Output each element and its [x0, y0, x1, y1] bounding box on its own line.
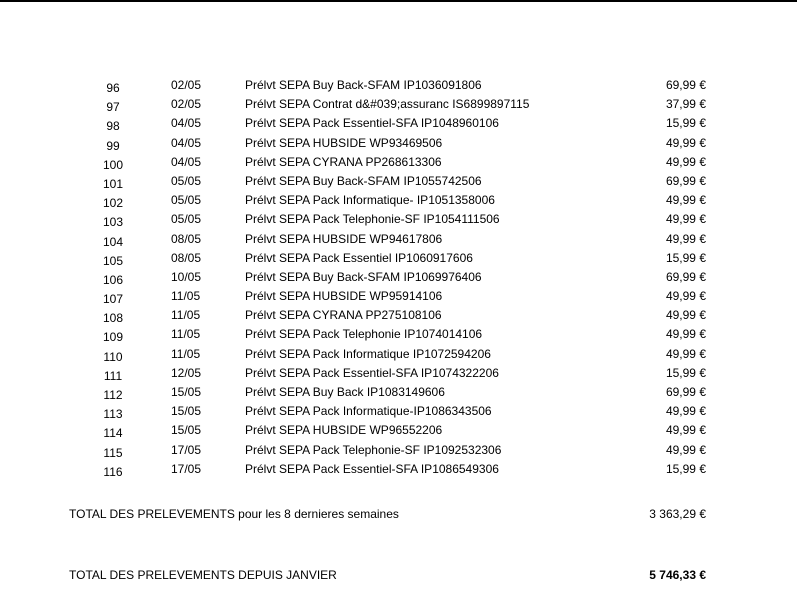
row-number: 107 [102, 292, 124, 307]
table-row [0, 383, 797, 402]
table-row [0, 441, 797, 460]
row-amount: 49,99 € [665, 442, 706, 457]
row-number: 97 [106, 100, 120, 115]
row-date: 02/05 [171, 97, 202, 112]
row-date: 02/05 [171, 78, 202, 92]
row-description: Prélvt SEPA HUBSIDE WP93469506 [245, 135, 443, 150]
row-amount: 49,99 € [665, 327, 706, 342]
row-description: Prélvt SEPA Pack Telephonie-SF IP1054111506 [245, 212, 500, 227]
top-border [0, 0, 797, 2]
table-row [0, 114, 797, 133]
row-amount: 15,99 € [665, 116, 706, 131]
row-description: Prélvt SEPA Contrat d&#039;assuranc IS6899897115 [245, 97, 530, 112]
row-number: 102 [102, 196, 124, 211]
row-amount: 69,99 € [665, 78, 706, 92]
row-description: Prélvt SEPA Pack Informatique-IP1086343506 [245, 404, 492, 419]
row-date: 04/05 [171, 154, 202, 169]
row-date: 15/05 [171, 385, 202, 399]
row-description: Prélvt SEPA HUBSIDE WP95914106 [245, 289, 443, 304]
row-date: 11/05 [171, 327, 201, 342]
row-number: 99 [106, 138, 120, 153]
row-number: 98 [106, 119, 120, 134]
row-amount: 15,99 € [665, 250, 706, 265]
row-date: 10/05 [171, 269, 202, 284]
row-amount: 69,99 € [665, 385, 706, 399]
table-row [0, 421, 797, 440]
row-date: 12/05 [171, 365, 202, 380]
table-row [0, 325, 797, 344]
row-description: Prélvt SEPA CYRANA PP275108106 [245, 308, 442, 323]
row-number: 116 [103, 464, 123, 479]
total-8-weeks-amount: 3 363,29 € [649, 507, 706, 521]
row-description: Prélvt SEPA HUBSIDE WP96552206 [245, 423, 443, 438]
row-number: 110 [103, 349, 123, 364]
total-since-january-row [0, 566, 797, 584]
row-date: 05/05 [171, 212, 202, 227]
row-amount: 49,99 € [665, 231, 706, 246]
row-number: 105 [102, 253, 124, 268]
row-number: 104 [102, 234, 124, 249]
row-description: Prélvt SEPA Pack Informatique IP1072594206 [245, 346, 491, 361]
row-number: 111 [103, 368, 123, 383]
table-row [0, 306, 797, 325]
row-date: 05/05 [171, 173, 202, 188]
row-date: 15/05 [171, 404, 202, 419]
row-number: 112 [103, 388, 123, 402]
table-row [0, 172, 797, 191]
row-description: Prélvt SEPA Pack Essentiel-SFA IP1074322206 [245, 365, 499, 380]
row-date: 15/05 [171, 423, 202, 438]
row-description: Prélvt SEPA Buy Back-SFAM IP1069976406 [245, 269, 482, 284]
table-row [0, 95, 797, 114]
row-number: 109 [102, 330, 124, 345]
row-date: 11/05 [171, 346, 201, 361]
table-row [0, 345, 797, 364]
total-8-weeks-row [0, 505, 797, 523]
table-row [0, 460, 797, 479]
row-description: Prélvt SEPA Pack Telephonie-SF IP1092532306 [245, 442, 502, 457]
table-row [0, 191, 797, 210]
row-amount: 49,99 € [665, 193, 706, 208]
row-description: Prélvt SEPA Pack Essentiel IP1060917606 [245, 250, 473, 265]
row-date: 08/05 [171, 231, 202, 246]
row-amount: 49,99 € [665, 212, 706, 227]
row-number: 96 [106, 81, 120, 95]
row-date: 08/05 [171, 250, 202, 265]
table-row [0, 287, 797, 306]
row-description: Prélvt SEPA Pack Essentiel-SFA IP1048960106 [245, 116, 499, 131]
row-date: 04/05 [171, 135, 202, 150]
row-amount: 49,99 € [665, 423, 706, 438]
row-date: 11/05 [171, 308, 201, 323]
row-amount: 69,99 € [665, 269, 706, 284]
row-number: 113 [103, 407, 123, 422]
table-row [0, 364, 797, 383]
table-row [0, 249, 797, 268]
row-description: Prélvt SEPA Buy Back IP1083149606 [245, 385, 445, 399]
row-number: 114 [103, 426, 123, 441]
row-amount: 69,99 € [665, 173, 706, 188]
row-number: 100 [102, 157, 124, 172]
row-amount: 49,99 € [665, 154, 706, 169]
row-description: Prélvt SEPA Pack Informatique- IP1051358006 [245, 193, 495, 208]
row-date: 11/05 [171, 289, 201, 304]
table-row [0, 268, 797, 287]
table-row [0, 76, 797, 95]
row-number: 103 [102, 215, 124, 230]
row-date: 04/05 [171, 116, 202, 131]
row-description: Prélvt SEPA Pack Telephonie IP1074014106 [245, 327, 483, 342]
row-amount: 49,99 € [665, 404, 706, 419]
row-amount: 15,99 € [665, 461, 706, 476]
table-row [0, 210, 797, 229]
row-amount: 49,99 € [665, 289, 706, 304]
row-description: Prélvt SEPA CYRANA PP268613306 [245, 154, 442, 169]
total-since-january-label: TOTAL DES PRELEVEMENTS DEPUIS JANVIER [69, 568, 337, 582]
total-8-weeks-label: TOTAL DES PRELEVEMENTS pour les 8 dernieres semaines [69, 507, 399, 521]
row-description: Prélvt SEPA Pack Essentiel-SFA IP1086549306 [245, 461, 499, 476]
row-amount: 15,99 € [665, 365, 706, 380]
row-amount: 49,99 € [665, 346, 706, 361]
row-number: 108 [102, 311, 124, 326]
row-amount: 49,99 € [665, 135, 706, 150]
table-row [0, 153, 797, 172]
row-date: 17/05 [171, 461, 202, 476]
row-amount: 49,99 € [665, 308, 706, 323]
row-description: Prélvt SEPA Buy Back-SFAM IP1036091806 [245, 78, 482, 92]
row-date: 17/05 [171, 442, 202, 457]
table-row [0, 230, 797, 249]
transactions-table [0, 76, 797, 479]
total-since-january-amount: 5 746,33 € [649, 568, 706, 582]
row-number: 101 [102, 176, 124, 191]
row-description: Prélvt SEPA Buy Back-SFAM IP1055742506 [245, 173, 482, 188]
row-number: 106 [102, 272, 124, 287]
table-row [0, 134, 797, 153]
row-date: 05/05 [171, 193, 202, 208]
row-amount: 37,99 € [665, 97, 706, 112]
row-number: 115 [103, 445, 123, 460]
row-description: Prélvt SEPA HUBSIDE WP94617806 [245, 231, 443, 246]
table-row [0, 402, 797, 421]
